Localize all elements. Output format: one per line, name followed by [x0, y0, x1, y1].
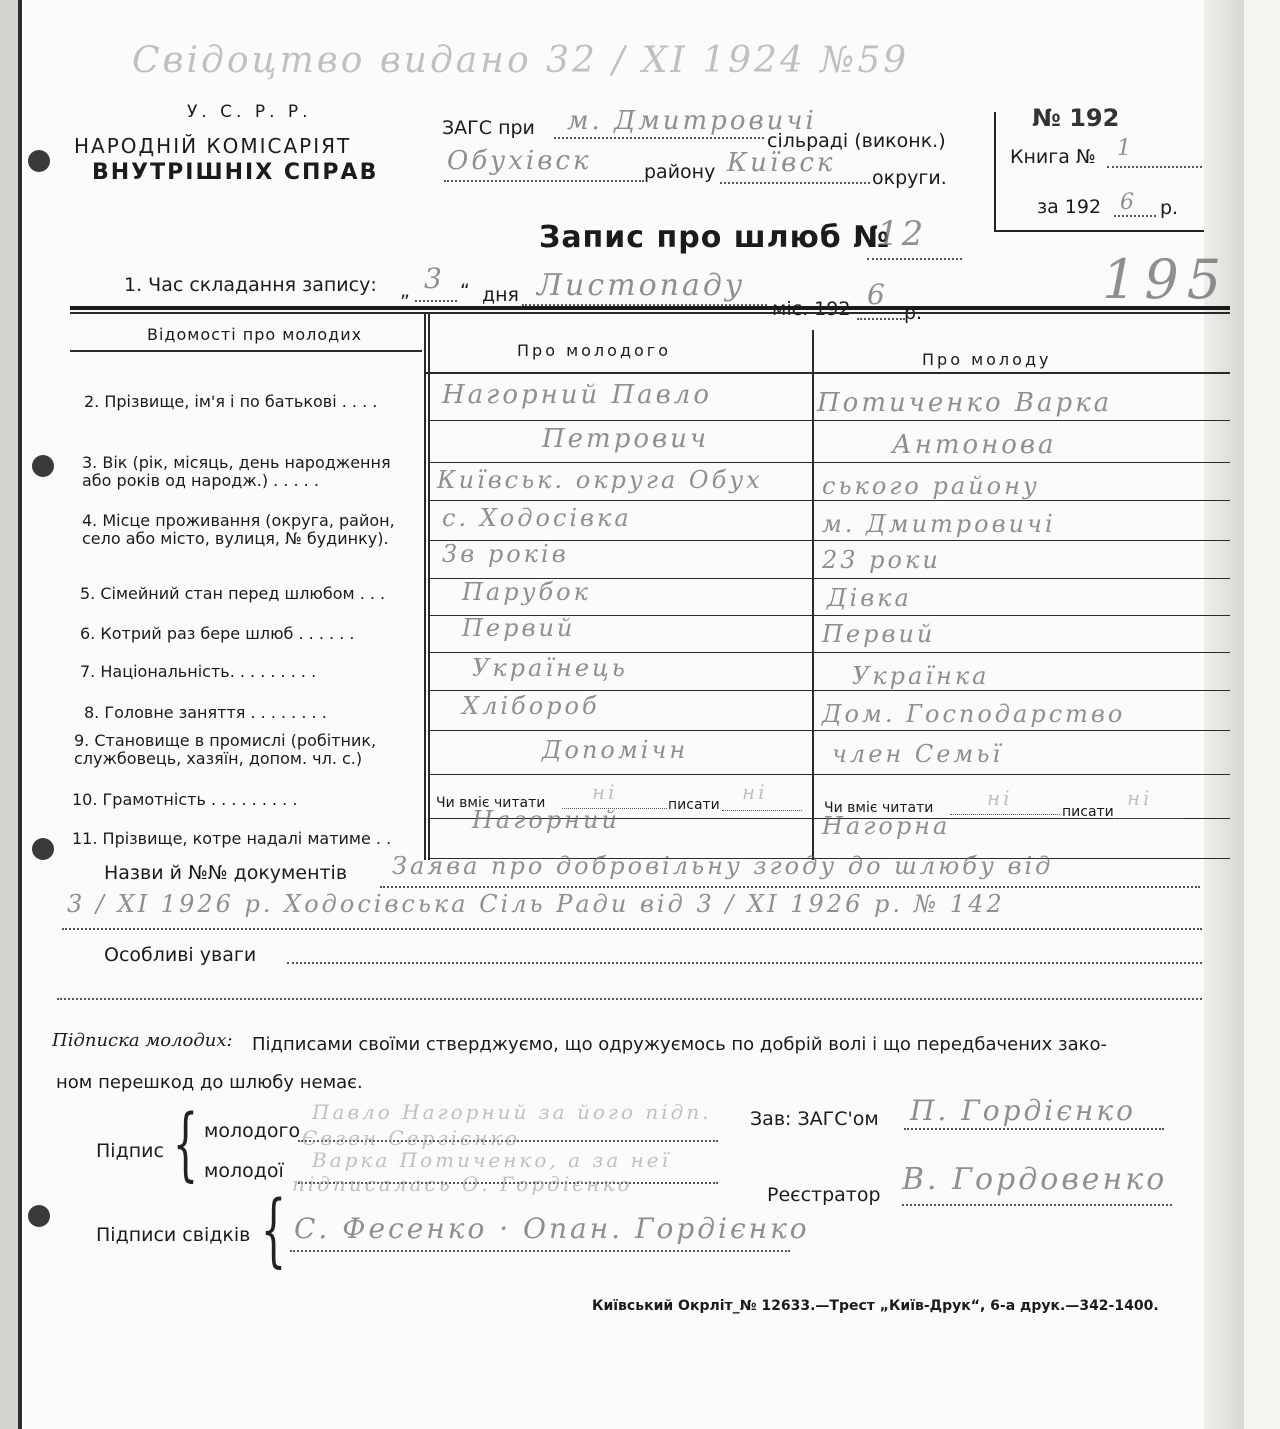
okruha-value: Київск: [727, 148, 836, 178]
bride-future-surname: Нагорна: [822, 812, 951, 840]
row-rule: [430, 774, 1230, 775]
book-label: Книга №: [1010, 146, 1096, 168]
marriage-record-page: [18, 0, 1244, 1429]
binding-hole: [28, 1205, 50, 1227]
row-label-marriage-count: 6. Котрий раз бере шлюб . . . . . .: [80, 624, 355, 643]
bride-family-status: Дівка: [827, 584, 912, 612]
notes-line-2: [57, 998, 1202, 1000]
bride-writes-label: писати: [1062, 804, 1114, 820]
bride-signature-1: Варка Потиченко, а за неї: [312, 1148, 672, 1172]
header-commissariat: НАРОДНІЙ КОМІСАРІЯТ: [74, 134, 352, 158]
groom-marriage-count: Первий: [462, 614, 576, 642]
month-label: міс. 192: [772, 298, 851, 320]
declaration-text-2: ном перешкод до шлюбу немає.: [56, 1072, 363, 1093]
row-rule: [430, 730, 1230, 731]
paper-edge: [1204, 0, 1244, 1429]
groom-family-status: Парубок: [462, 578, 591, 606]
notes-line-1: [287, 962, 1202, 964]
groom-age: 3в років: [442, 540, 569, 568]
row-label-literacy: 10. Грамотність . . . . . . . . .: [72, 790, 298, 809]
row-label-future-surname: 11. Прізвище, котре надалі матиме . .: [72, 829, 392, 848]
okruha-line: [720, 182, 870, 184]
groom-writes-label: писати: [668, 797, 720, 813]
record-year-line: [857, 318, 905, 320]
year-label: за 192: [1037, 196, 1102, 218]
selrada-value: м. Дмитровичі: [567, 106, 817, 136]
bride-reads-label: Чи вміє читати: [824, 800, 934, 816]
record-time-label: 1. Час складання запису:: [124, 274, 377, 296]
documents-text-2: 3 / XI 1926 р. Ходосівська Сіль Ради від 3 / XI 1926 р. № 142: [67, 890, 1005, 918]
notes-label: Особливі уваги: [104, 944, 257, 966]
box-number: № 192: [1032, 104, 1120, 132]
quote-open: „: [400, 280, 410, 302]
documents-label: Назви й №№ документів: [104, 862, 348, 884]
groom-industry-status: Допомічн: [542, 736, 689, 764]
year-line: [1114, 215, 1156, 217]
binding-hole: [28, 150, 50, 172]
documents-line-2: [62, 928, 1202, 930]
bride-raion: ського району: [822, 472, 1040, 500]
quote-close: “: [460, 280, 470, 302]
row-label-nationality: 7. Національність. . . . . . . . .: [80, 662, 317, 681]
signature-brace: {: [172, 1097, 199, 1190]
row-label-family-status: 5. Сімейний стан перед шлюбом . . .: [80, 584, 386, 603]
registrar-signature: В. Гордовенко: [902, 1162, 1168, 1197]
record-year: 6: [867, 278, 888, 311]
zags-label: ЗАГС при: [442, 117, 535, 139]
record-number: 12: [877, 214, 927, 254]
row-label-residence: 4. Місце проживання (округа, район, село або місто, вулиця, № будинку).: [82, 511, 395, 548]
raion-label: району: [644, 161, 716, 183]
bride-reads-line: [950, 814, 1060, 815]
binding-hole: [32, 838, 54, 860]
witnesses-signatures: С. Фесенко · Опан. Гордієнко: [294, 1212, 810, 1245]
groom-future-surname: Нагорний: [472, 806, 620, 834]
raion-value: Обухівск: [447, 146, 592, 176]
bride-industry-status: член Семьї: [832, 740, 1004, 768]
record-number-line: [867, 258, 962, 260]
zags-head-line: [904, 1128, 1164, 1130]
bride-writes-value: ні: [1127, 786, 1153, 810]
selrada-label: сільраді (виконк.): [767, 130, 946, 152]
bride-age: 23 роки: [822, 546, 941, 574]
printer-footer: Київський Окрліт_№ 12633.—Трест „Київ-Друк“, 6-а друк.—342-1400.: [592, 1298, 1159, 1314]
header-ussr: У. С. Р. Р.: [187, 102, 312, 122]
zags-head-label: Зав: ЗАГС'ом: [750, 1108, 879, 1130]
record-day: 3: [424, 262, 445, 295]
groom-writes-value: ні: [742, 780, 768, 804]
row-rule: [430, 462, 1230, 463]
selrada-line: [554, 137, 764, 139]
groom-village: с. Ходосівка: [442, 504, 632, 532]
bride-signature-2: підписалась О. Гордієнко: [292, 1172, 633, 1196]
groom-signature-label: молодого: [204, 1120, 301, 1142]
documents-line-1: [380, 886, 1200, 888]
groom-writes-line: [722, 810, 802, 811]
table-top-rule: [70, 306, 1230, 310]
witnesses-brace: {: [260, 1183, 287, 1276]
bride-signature-label: молодої: [204, 1160, 284, 1182]
declaration-lead: Підписка молодих:: [52, 1030, 233, 1051]
bride-marriage-count: Первий: [822, 620, 936, 648]
day-label: дня: [482, 284, 519, 306]
binding-hole: [32, 455, 54, 477]
header-department: ВНУТРІШНІХ СПРАВ: [92, 160, 379, 185]
signature-label: Підпис: [96, 1140, 164, 1162]
registrar-line: [902, 1204, 1172, 1206]
groom-okruha: Київськ. округа Обух: [437, 466, 763, 494]
col-divider-1: [424, 312, 426, 860]
row-label-name: 2. Прізвище, ім'я і по батькові . . . .: [84, 392, 378, 411]
table-header-rule: [70, 350, 422, 352]
bride-writes-line: [1114, 818, 1184, 819]
book-value: 1: [1117, 136, 1134, 161]
top-handwritten-note: Свідоцтво видано 32 / XI 1924 №59: [132, 40, 910, 81]
col-bride-header: Про молоду: [922, 350, 1052, 369]
documents-text-1: Заява про добровільну згоду до шлюбу від: [392, 852, 1054, 880]
row-rule: [430, 690, 1230, 691]
record-month: Листопаду: [537, 268, 746, 303]
row-rule: [430, 420, 1230, 421]
groom-patronymic: Петрович: [542, 424, 710, 454]
okruha-label: округи.: [872, 167, 947, 189]
day-line: [415, 300, 457, 302]
groom-signature-1: Павло Нагорний за його підп.: [312, 1100, 712, 1124]
row-label-age: 3. Вік (рік, місяць, день народження або років од народж.) . . . . .: [82, 453, 391, 490]
col-divider-1b: [428, 312, 430, 860]
record-year-suffix: р.: [904, 302, 923, 324]
corner-number: 195: [1102, 248, 1230, 311]
col-groom-header: Про молодого: [517, 341, 671, 360]
bride-town: м. Дмитровичі: [822, 510, 1056, 538]
binding-strip: [0, 0, 18, 1429]
col-info-header: Відомості про молодих: [147, 325, 363, 344]
groom-signature-2: Євген Сергієнко: [302, 1126, 521, 1150]
year-value: 6: [1120, 190, 1137, 215]
witnesses-label: Підписи свідків: [96, 1224, 251, 1246]
record-title: Запис про шлюб №: [539, 220, 891, 255]
row-rule: [430, 500, 1230, 501]
bride-name: Потиченко Варка: [817, 388, 1113, 418]
registrar-label: Реєстратор: [767, 1184, 881, 1206]
groom-reads-line: [562, 808, 667, 809]
groom-reads-value: ні: [592, 780, 618, 804]
bride-patronymic: Антонова: [892, 430, 1057, 460]
row-label-industry-status: 9. Становище в промислі (робітник, службовець, хазяїн, допом. чл. с.): [74, 731, 377, 768]
groom-name: Нагорний Павло: [442, 380, 713, 410]
book-line: [1107, 166, 1202, 168]
declaration-text-1: Підписами своїми стверджуємо, що одружуємось по добрій волі і що передбачених зако-: [252, 1034, 1108, 1055]
row-label-occupation: 8. Головне заняття . . . . . . . .: [84, 703, 327, 722]
groom-nationality: Українець: [472, 654, 628, 682]
zags-head-signature: П. Гордієнко: [910, 1094, 1136, 1127]
row-rule: [430, 652, 1230, 653]
year-suffix: р.: [1160, 197, 1179, 219]
groom-occupation: Хлібороб: [462, 692, 600, 720]
groom-reads-label: Чи вміє читати: [436, 795, 546, 811]
witnesses-line: [290, 1250, 790, 1252]
col-divider-2: [812, 330, 814, 860]
raion-line: [444, 180, 644, 182]
table-top-rule-2: [70, 312, 1230, 314]
bride-occupation: Дом. Господарство: [822, 700, 1126, 728]
bride-reads-value: ні: [987, 786, 1013, 810]
bride-nationality: Українка: [852, 662, 990, 690]
table-header-rule-2: [426, 372, 1230, 374]
